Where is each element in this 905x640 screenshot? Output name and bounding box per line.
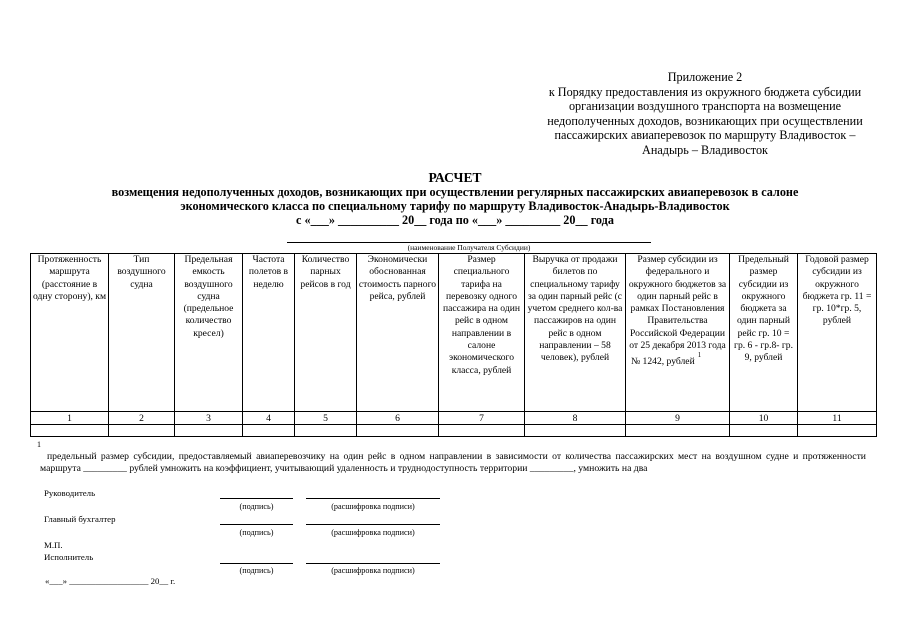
decode-caption: (расшифровка подписи) bbox=[331, 566, 415, 575]
accountant-label: Главный бухгалтер bbox=[44, 514, 116, 524]
table-cell[interactable] bbox=[626, 425, 730, 437]
column-number: 11 bbox=[798, 412, 877, 425]
header-cell-tail bbox=[627, 352, 728, 368]
appendix-line: Анадырь – Владивосток bbox=[642, 142, 768, 157]
table-cell[interactable] bbox=[525, 425, 626, 437]
document-title bbox=[40, 170, 870, 228]
column-number: 3 bbox=[175, 412, 243, 425]
column-number: 9 bbox=[626, 412, 730, 425]
header-cell: Частота полетов в неделю bbox=[243, 254, 295, 412]
header-cell: Количество парных рейсов в год bbox=[295, 254, 357, 412]
table-cell[interactable] bbox=[295, 425, 357, 437]
table-cell[interactable] bbox=[175, 425, 243, 437]
title-heading: РАСЧЕТ bbox=[428, 170, 482, 185]
table-cell[interactable] bbox=[357, 425, 439, 437]
table-cell[interactable] bbox=[109, 425, 175, 437]
signature-caption: (подпись) bbox=[239, 502, 274, 511]
column-number: 6 bbox=[357, 412, 439, 425]
footnote-text: предельный размер субсидии, предоставляемый авиаперевозчику на один рейс в одном направлении в зависимости от количества пассажирских мест на воздушном судне и протяженности маршрута _________ рублей умножить на коэффициент, учитывающий удаленность и труднодоступность территории _________, умножить на два bbox=[40, 451, 866, 474]
table-cell[interactable] bbox=[798, 425, 877, 437]
footnote-mark: 1 bbox=[37, 440, 41, 449]
header-cell bbox=[626, 254, 730, 412]
signature-caption: (подпись) bbox=[239, 566, 274, 575]
appendix-header bbox=[510, 70, 900, 158]
title-line-2: экономического класса по специальному тарифу по маршруту Владивосток-Анадырь-Владивосток bbox=[180, 199, 730, 214]
head-signature-line[interactable] bbox=[220, 498, 293, 499]
recipient-caption: (наименование Получателя Субсидии) bbox=[407, 243, 531, 252]
table-row bbox=[31, 425, 877, 437]
column-numbers-row bbox=[31, 412, 877, 425]
stamp-label: М.П. bbox=[44, 540, 63, 550]
accountant-signature-line[interactable] bbox=[220, 524, 293, 525]
header-cell: Предельная емкость воздушного судна (предельное количество кресел) bbox=[175, 254, 243, 412]
head-label: Руководитель bbox=[44, 488, 96, 498]
footnote-ref: 1 bbox=[697, 351, 702, 360]
title-line-1: возмещения недополученных доходов, возникающих при осуществлении регулярных пассажирских авиаперевозок в салоне bbox=[111, 185, 799, 199]
header-cell: Тип воздушного судна bbox=[109, 254, 175, 412]
date-line: «___» __________________ 20__ г. bbox=[45, 576, 176, 586]
appendix-line: к Порядку предоставления из окружного бюджета субсидии bbox=[548, 84, 862, 99]
table-cell[interactable] bbox=[243, 425, 295, 437]
appendix-line: недополученных доходов, возникающих при осуществлении bbox=[547, 113, 863, 128]
column-number: 7 bbox=[439, 412, 525, 425]
table-cell[interactable] bbox=[730, 425, 798, 437]
header-cell: Размер специального тарифа на перевозку одного пассажира на один рейс в одном направлении в салоне экономического класса, рублей bbox=[439, 254, 525, 412]
header-cell: Выручка от продажи билетов по специальному тарифу за один парный рейс (с учетом среднего кол-ва пассажиров на один рейс в одном направлении – 58 человек), рублей bbox=[525, 254, 626, 412]
header-cell-tail-text: № 1242, рублей bbox=[631, 356, 695, 368]
executor-decode-line[interactable] bbox=[306, 563, 440, 564]
appendix-line: пассажирских авиаперевозок по маршруту Владивосток – bbox=[554, 128, 856, 143]
header-cell: Годовой размер субсидии из окружного бюджета гр. 11 = гр. 10*гр. 5, рублей bbox=[798, 254, 877, 412]
decode-caption: (расшифровка подписи) bbox=[331, 528, 415, 537]
column-number: 4 bbox=[243, 412, 295, 425]
appendix-line: организации воздушного транспорта на возмещение bbox=[568, 99, 842, 114]
table-header-row bbox=[31, 254, 877, 412]
head-decode-line[interactable] bbox=[306, 498, 440, 499]
title-period: с «___» __________ 20__ года по «___» _________ 20__ года bbox=[296, 213, 614, 228]
header-cell: Предельный размер субсидии из окружного бюджета за один парный рейс гр. 10 = гр. 6 - гр.8- гр. 9, рублей bbox=[730, 254, 798, 412]
column-number: 8 bbox=[525, 412, 626, 425]
table-cell[interactable] bbox=[31, 425, 109, 437]
executor-label: Исполнитель bbox=[44, 552, 94, 562]
table-cell[interactable] bbox=[439, 425, 525, 437]
header-cell: Протяженность маршрута (расстояние в одну сторону), км bbox=[31, 254, 109, 412]
decode-caption: (расшифровка подписи) bbox=[331, 502, 415, 511]
header-cell: Экономически обоснованная стоимость парного рейса, рублей bbox=[357, 254, 439, 412]
column-number: 5 bbox=[295, 412, 357, 425]
calculation-table bbox=[30, 253, 877, 437]
signature-caption: (подпись) bbox=[239, 528, 274, 537]
accountant-decode-line[interactable] bbox=[306, 524, 440, 525]
header-cell-text: Размер субсидии из федерального и окружного бюджетов за один парный рейс в рамках Постановления Правительства Российской Федерации от 25 декабря 2013 года bbox=[628, 254, 727, 352]
executor-signature-line[interactable] bbox=[220, 563, 293, 564]
column-number: 10 bbox=[730, 412, 798, 425]
appendix-line: Приложение 2 bbox=[667, 70, 743, 84]
column-number: 1 bbox=[31, 412, 109, 425]
column-number: 2 bbox=[109, 412, 175, 425]
